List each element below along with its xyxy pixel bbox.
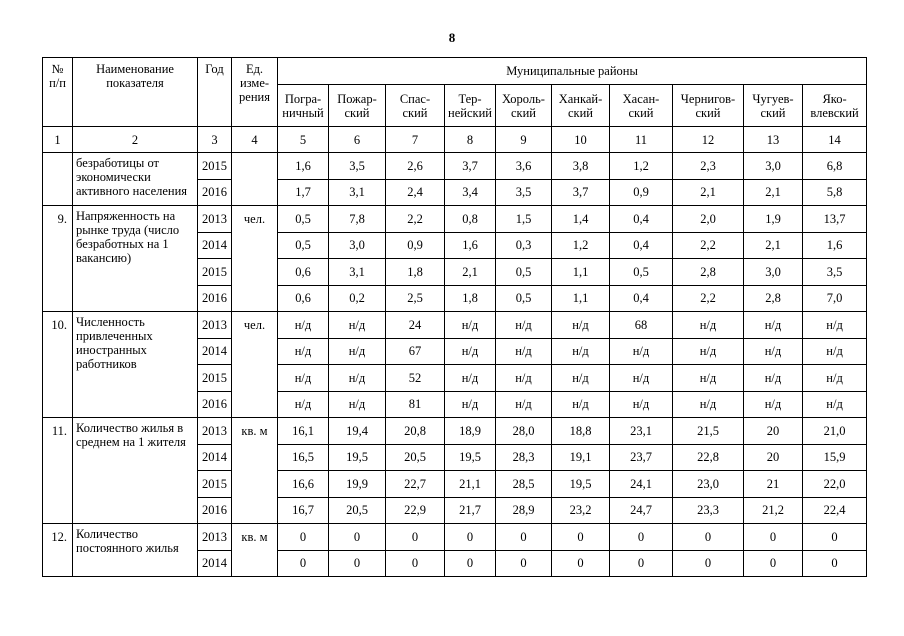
value-cell: 0,4 (610, 232, 673, 259)
value-cell: 1,7 (278, 179, 329, 206)
value-cell: 21,5 (673, 418, 744, 445)
value-cell: 28,0 (496, 418, 552, 445)
value-cell: 20 (744, 418, 803, 445)
value-cell: 23,2 (552, 497, 610, 524)
value-cell: н/д (329, 338, 386, 365)
column-number: 14 (803, 127, 867, 153)
value-cell: н/д (552, 312, 610, 339)
value-cell: 21,1 (445, 471, 496, 498)
value-cell: 1,6 (278, 153, 329, 180)
value-cell: 0 (552, 524, 610, 551)
value-cell: 0 (278, 524, 329, 551)
column-number: 6 (329, 127, 386, 153)
value-cell: 3,5 (803, 259, 867, 286)
value-cell: 28,3 (496, 444, 552, 471)
indicator-name: безработицы от экономически активного населения (73, 153, 198, 206)
value-cell: 16,1 (278, 418, 329, 445)
statistics-table (42, 57, 867, 577)
value-cell: 7,8 (329, 206, 386, 233)
value-cell: 0 (673, 524, 744, 551)
value-cell: 22,9 (386, 497, 445, 524)
value-cell: 0,4 (610, 285, 673, 312)
value-cell: 24,1 (610, 471, 673, 498)
value-cell: н/д (329, 312, 386, 339)
value-cell: 0 (610, 524, 673, 551)
year-cell: 2014 (198, 444, 232, 471)
value-cell: 1,2 (610, 153, 673, 180)
column-number: 7 (386, 127, 445, 153)
table-row (43, 153, 867, 180)
header-district: Чернигов- ский (673, 85, 744, 127)
value-cell: 67 (386, 338, 445, 365)
value-cell: н/д (329, 391, 386, 418)
value-cell: 20,5 (329, 497, 386, 524)
year-cell: 2015 (198, 471, 232, 498)
value-cell: н/д (329, 365, 386, 392)
header-no: № п/п (43, 58, 73, 127)
value-cell: н/д (445, 338, 496, 365)
value-cell: 2,4 (386, 179, 445, 206)
value-cell: 1,6 (803, 232, 867, 259)
value-cell: н/д (496, 391, 552, 418)
column-number: 8 (445, 127, 496, 153)
indicator-name: Количество жилья в среднем на 1 жителя (73, 418, 198, 524)
value-cell: 3,0 (329, 232, 386, 259)
value-cell: н/д (278, 312, 329, 339)
value-cell: 0,6 (278, 259, 329, 286)
table-row (43, 206, 867, 233)
value-cell: 0 (803, 550, 867, 577)
column-number: 9 (496, 127, 552, 153)
value-cell: 0 (329, 550, 386, 577)
value-cell: 13,7 (803, 206, 867, 233)
value-cell: 0 (329, 524, 386, 551)
value-cell: 0 (496, 524, 552, 551)
value-cell: 2,1 (744, 179, 803, 206)
value-cell: н/д (744, 312, 803, 339)
value-cell: 3,1 (329, 259, 386, 286)
value-cell: 2,1 (673, 179, 744, 206)
year-cell: 2014 (198, 232, 232, 259)
value-cell: н/д (496, 365, 552, 392)
value-cell: 3,7 (552, 179, 610, 206)
value-cell: 1,8 (386, 259, 445, 286)
column-number: 4 (232, 127, 278, 153)
value-cell: 0 (386, 550, 445, 577)
column-number: 1 (43, 127, 73, 153)
value-cell: 0 (673, 550, 744, 577)
column-number: 11 (610, 127, 673, 153)
value-cell: 0,5 (496, 259, 552, 286)
header-districts-group: Муниципальные районы (278, 58, 867, 85)
value-cell: 22,4 (803, 497, 867, 524)
value-cell: н/д (610, 391, 673, 418)
value-cell: 2,8 (673, 259, 744, 286)
value-cell: 1,2 (552, 232, 610, 259)
header-district: Погра- ничный (278, 85, 329, 127)
value-cell: 2,6 (386, 153, 445, 180)
value-cell: 19,5 (445, 444, 496, 471)
unit-cell: кв. м (232, 418, 278, 524)
year-cell: 2013 (198, 312, 232, 339)
value-cell: 20 (744, 444, 803, 471)
table-row (43, 524, 867, 551)
value-cell: 20,8 (386, 418, 445, 445)
unit-cell (232, 153, 278, 206)
page-number: 8 (448, 30, 456, 45)
header-indicator: Наименование показателя (73, 58, 198, 127)
value-cell: 21,0 (803, 418, 867, 445)
header-district: Ханкай- ский (552, 85, 610, 127)
column-number: 12 (673, 127, 744, 153)
value-cell: 2,2 (386, 206, 445, 233)
column-number: 3 (198, 127, 232, 153)
column-number: 5 (278, 127, 329, 153)
value-cell: 19,4 (329, 418, 386, 445)
value-cell: н/д (552, 338, 610, 365)
value-cell: н/д (673, 338, 744, 365)
value-cell: 6,8 (803, 153, 867, 180)
value-cell: 1,1 (552, 259, 610, 286)
value-cell: 0 (386, 524, 445, 551)
value-cell: 0 (552, 550, 610, 577)
value-cell: 23,1 (610, 418, 673, 445)
value-cell: 21,7 (445, 497, 496, 524)
value-cell: 2,0 (673, 206, 744, 233)
header-district: Яко- влевский (803, 85, 867, 127)
value-cell: н/д (610, 365, 673, 392)
value-cell: 0,5 (496, 285, 552, 312)
year-cell: 2016 (198, 497, 232, 524)
value-cell: 18,9 (445, 418, 496, 445)
year-cell: 2016 (198, 179, 232, 206)
value-cell: н/д (278, 391, 329, 418)
header-row (43, 58, 867, 85)
value-cell: 0,9 (386, 232, 445, 259)
value-cell: 22,7 (386, 471, 445, 498)
value-cell: 3,6 (496, 153, 552, 180)
value-cell: 3,7 (445, 153, 496, 180)
value-cell: 1,6 (445, 232, 496, 259)
year-cell: 2016 (198, 391, 232, 418)
value-cell: 0,3 (496, 232, 552, 259)
value-cell: 2,1 (744, 232, 803, 259)
column-number: 13 (744, 127, 803, 153)
value-cell: 0,4 (610, 206, 673, 233)
column-number: 10 (552, 127, 610, 153)
year-cell: 2016 (198, 285, 232, 312)
value-cell: 2,2 (673, 232, 744, 259)
header-district: Пожар- ский (329, 85, 386, 127)
row-number: 10. (43, 312, 73, 418)
row-number: 12. (43, 524, 73, 577)
value-cell: 3,4 (445, 179, 496, 206)
value-cell: 5,8 (803, 179, 867, 206)
year-cell: 2015 (198, 259, 232, 286)
value-cell: 1,5 (496, 206, 552, 233)
value-cell: 52 (386, 365, 445, 392)
header-unit: Ед. изме- рения (232, 58, 278, 127)
table-row (43, 418, 867, 445)
header-district: Тер- нейский (445, 85, 496, 127)
value-cell: 28,9 (496, 497, 552, 524)
value-cell: 23,3 (673, 497, 744, 524)
value-cell: 0 (496, 550, 552, 577)
year-cell: 2015 (198, 365, 232, 392)
value-cell: н/д (803, 365, 867, 392)
unit-cell: чел. (232, 206, 278, 312)
value-cell: н/д (552, 391, 610, 418)
value-cell: 0,5 (278, 206, 329, 233)
year-cell: 2013 (198, 418, 232, 445)
value-cell: н/д (744, 338, 803, 365)
value-cell: 21,2 (744, 497, 803, 524)
value-cell: 0,5 (610, 259, 673, 286)
value-cell: 19,5 (329, 444, 386, 471)
value-cell: 24 (386, 312, 445, 339)
value-cell: 24,7 (610, 497, 673, 524)
value-cell: 0,8 (445, 206, 496, 233)
year-cell: 2013 (198, 524, 232, 551)
row-number: 9. (43, 206, 73, 312)
indicator-name: Напряженность на рынке труда (число безработных на 1 вакансию) (73, 206, 198, 312)
value-cell: н/д (744, 365, 803, 392)
indicator-name: Количество постоянного жилья (73, 524, 198, 577)
value-cell: 0 (744, 550, 803, 577)
value-cell: 23,0 (673, 471, 744, 498)
row-number: 11. (43, 418, 73, 524)
indicator-name: Численность привлеченных иностранных работников (73, 312, 198, 418)
value-cell: н/д (803, 391, 867, 418)
value-cell: 19,5 (552, 471, 610, 498)
value-cell: 0 (803, 524, 867, 551)
value-cell: н/д (552, 365, 610, 392)
value-cell: 3,8 (552, 153, 610, 180)
value-cell: 19,9 (329, 471, 386, 498)
value-cell: 23,7 (610, 444, 673, 471)
value-cell: 3,5 (496, 179, 552, 206)
header-district: Хасан- ский (610, 85, 673, 127)
unit-cell: кв. м (232, 524, 278, 577)
value-cell: н/д (278, 338, 329, 365)
year-cell: 2013 (198, 206, 232, 233)
value-cell: н/д (673, 365, 744, 392)
year-cell: 2014 (198, 338, 232, 365)
header-district: Чугуев- ский (744, 85, 803, 127)
value-cell: 0,9 (610, 179, 673, 206)
value-cell: 0,6 (278, 285, 329, 312)
value-cell: 0 (445, 550, 496, 577)
value-cell: 2,5 (386, 285, 445, 312)
value-cell: н/д (445, 391, 496, 418)
value-cell: 22,8 (673, 444, 744, 471)
value-cell: 0 (744, 524, 803, 551)
header-district: Спас- ский (386, 85, 445, 127)
value-cell: н/д (673, 312, 744, 339)
value-cell: н/д (803, 338, 867, 365)
value-cell: 20,5 (386, 444, 445, 471)
value-cell: 3,0 (744, 153, 803, 180)
value-cell: н/д (610, 338, 673, 365)
value-cell: 22,0 (803, 471, 867, 498)
value-cell: 16,6 (278, 471, 329, 498)
value-cell: 0 (278, 550, 329, 577)
table-row (43, 312, 867, 339)
value-cell: 19,1 (552, 444, 610, 471)
value-cell: 18,8 (552, 418, 610, 445)
value-cell: н/д (445, 365, 496, 392)
value-cell: 1,1 (552, 285, 610, 312)
year-cell: 2015 (198, 153, 232, 180)
row-number (43, 153, 73, 206)
value-cell: 16,5 (278, 444, 329, 471)
value-cell: 2,1 (445, 259, 496, 286)
year-cell: 2014 (198, 550, 232, 577)
value-cell: н/д (496, 312, 552, 339)
value-cell: 3,1 (329, 179, 386, 206)
value-cell: 3,0 (744, 259, 803, 286)
value-cell: 0 (610, 550, 673, 577)
value-cell: 0,2 (329, 285, 386, 312)
value-cell: 0,5 (278, 232, 329, 259)
value-cell: 16,7 (278, 497, 329, 524)
value-cell: 1,4 (552, 206, 610, 233)
value-cell: 7,0 (803, 285, 867, 312)
column-numbers-row (43, 127, 867, 153)
value-cell: 81 (386, 391, 445, 418)
value-cell: 21 (744, 471, 803, 498)
value-cell: 1,9 (744, 206, 803, 233)
value-cell: н/д (673, 391, 744, 418)
value-cell: 2,3 (673, 153, 744, 180)
value-cell: 1,8 (445, 285, 496, 312)
value-cell: 28,5 (496, 471, 552, 498)
value-cell: 2,8 (744, 285, 803, 312)
value-cell: н/д (496, 338, 552, 365)
unit-cell: чел. (232, 312, 278, 418)
value-cell: 68 (610, 312, 673, 339)
value-cell: 2,2 (673, 285, 744, 312)
value-cell: 15,9 (803, 444, 867, 471)
header-district: Хороль- ский (496, 85, 552, 127)
value-cell: 0 (445, 524, 496, 551)
header-year: Год (198, 58, 232, 127)
value-cell: н/д (744, 391, 803, 418)
value-cell: н/д (445, 312, 496, 339)
value-cell: н/д (803, 312, 867, 339)
value-cell: 3,5 (329, 153, 386, 180)
value-cell: н/д (278, 365, 329, 392)
column-number: 2 (73, 127, 198, 153)
